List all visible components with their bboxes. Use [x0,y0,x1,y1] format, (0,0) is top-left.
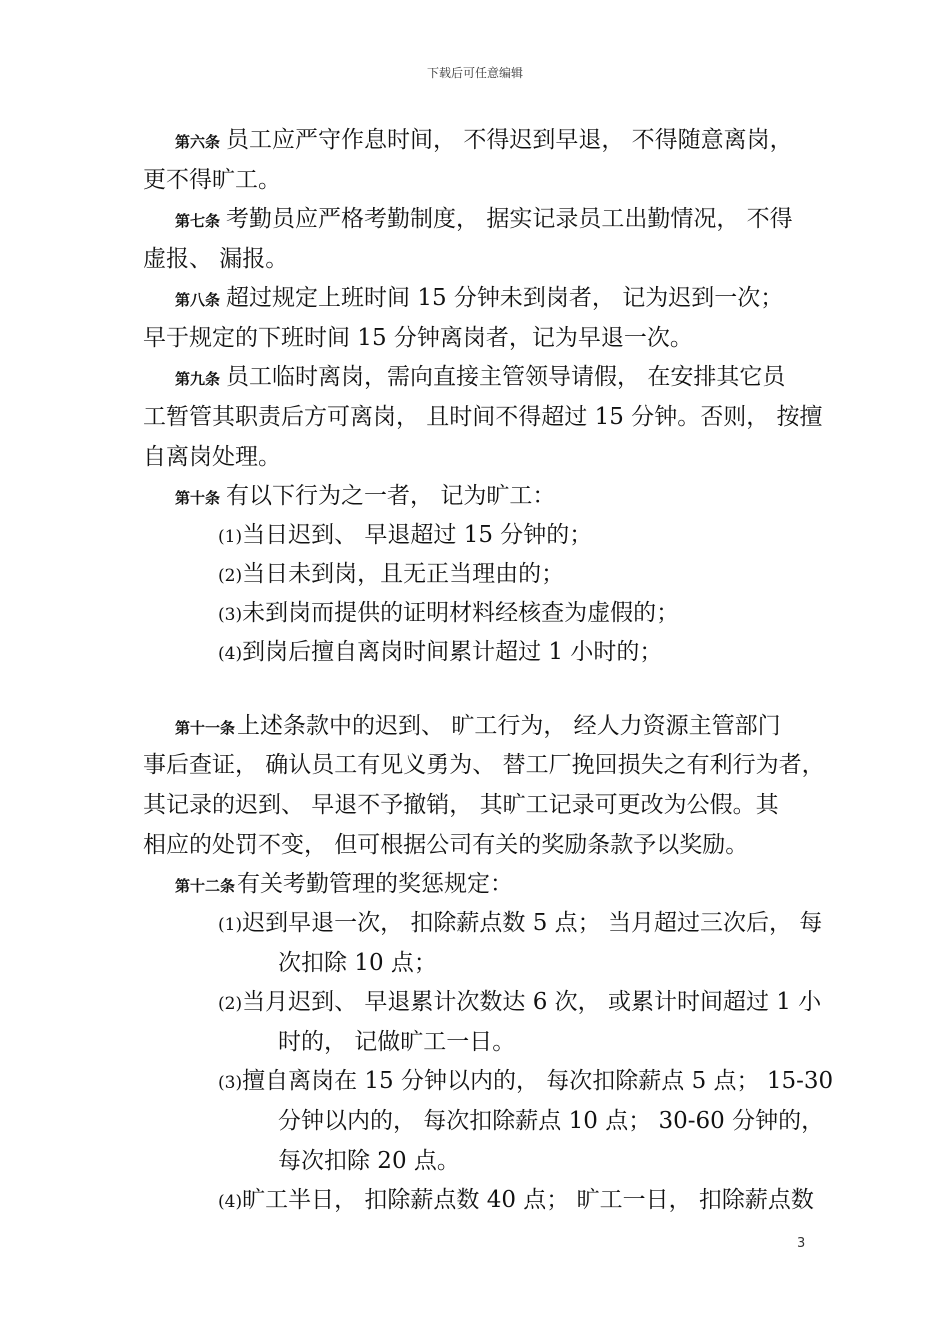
article-text: 超过规定上班时间 15 分钟未到岗者， 记为迟到一次； [226,285,784,311]
article-10-line-1 [175,481,555,513]
article-9-line-2: 工暂管其职责后方可离岗， 且时间不得超过 15 分钟。否则， 按擅 [143,404,823,430]
article-label: 第六条 [175,133,221,151]
article-9-line-1 [175,362,785,394]
article-12-line-1 [175,869,513,901]
article-text: 上述条款中的迟到、 旷工行为， 经人力资源主管部门 [237,713,781,739]
item-number: (4) [218,1192,243,1212]
article-12-item-1-line-1 [218,908,822,940]
article-label: 第十一条 [175,719,236,737]
item-text: 当日未到岗，且无正当理由的； [242,561,565,587]
article-label: 第九条 [175,370,221,388]
article-12-item-2-line-1 [218,987,821,1019]
item-number: (2) [218,566,243,586]
article-text: 员工应严守作息时间， 不得迟到早退， 不得随意离岗， [226,127,793,153]
article-6-line-2: 更不得旷工。 [143,167,281,193]
item-text: 当月迟到、 早退累计次数达 6 次， 或累计时间超过 1 小 [242,989,822,1015]
item-number: (3) [218,1073,243,1093]
article-10-item-4 [218,637,662,669]
article-12-item-3-line-2: 分钟以内的， 每次扣除薪点 10 点； 30-60 分钟的， [278,1108,825,1134]
article-text: 考勤员应严格考勤制度， 据实记录员工出勤情况， 不得 [226,206,793,232]
article-7-line-2: 虚报、 漏报。 [143,246,289,272]
page-header: 下载后可任意编辑 [426,66,523,80]
article-12-item-4-line-1 [218,1185,814,1217]
item-number: (4) [218,644,243,664]
item-number: (1) [218,915,243,935]
article-label: 第十二条 [175,877,236,895]
item-text: 当日迟到、 早退超过 15 分钟的； [242,522,593,548]
article-label: 第七条 [175,212,221,230]
article-label: 第八条 [175,291,221,309]
article-7-line-1 [175,204,793,236]
item-number: (1) [218,527,243,547]
item-text: 迟到早退一次， 扣除薪点数 5 点； 当月超过三次后， 每 [242,910,823,936]
article-12-item-3-line-3: 每次扣除 20 点。 [278,1148,460,1174]
item-text: 未到岗而提供的证明材料经核查为虚假的； [242,600,680,626]
item-text: 旷工半日， 扣除薪点数 40 点； 旷工一日， 扣除薪点数 [242,1187,814,1213]
article-8-line-1 [175,283,783,315]
article-12-item-3-line-1 [218,1066,833,1098]
item-number: (3) [218,605,243,625]
article-10-item-1 [218,520,592,552]
article-12-item-1-line-2: 次扣除 10 点； [278,950,437,976]
item-text: 到岗后擅自离岗时间累计超过 1 小时的； [242,639,663,665]
article-9-line-3: 自离岗处理。 [143,444,281,470]
article-6-line-1 [175,125,793,157]
article-11-line-4: 相应的处罚不变， 但可根据公司有关的奖励条款予以奖励。 [143,832,749,858]
article-11-line-3: 其记录的迟到、 早退不予撤销， 其旷工记录可更改为公假。其 [143,792,779,818]
article-11-line-1 [175,711,781,743]
article-12-item-2-line-2: 时的， 记做旷工一日。 [278,1029,516,1055]
article-8-line-2: 早于规定的下班时间 15 分钟离岗者，记为早退一次。 [143,325,693,351]
article-11-line-2: 事后查证， 确认员工有见义勇为、 替工厂挽回损失之有利行为者， [143,752,825,778]
item-number: (2) [218,994,243,1014]
page-number: 3 [797,1236,806,1251]
article-text: 员工临时离岗，需向直接主管领导请假， 在安排其它员 [226,364,786,390]
item-text: 擅自离岗在 15 分钟以内的， 每次扣除薪点 5 点； 15-30 [242,1068,834,1094]
article-label: 第十条 [175,489,221,507]
article-10-item-3 [218,598,679,630]
article-text: 有以下行为之一者， 记为旷工： [226,483,556,509]
article-text: 有关考勤管理的奖惩规定： [237,871,514,897]
article-10-item-2 [218,559,564,591]
